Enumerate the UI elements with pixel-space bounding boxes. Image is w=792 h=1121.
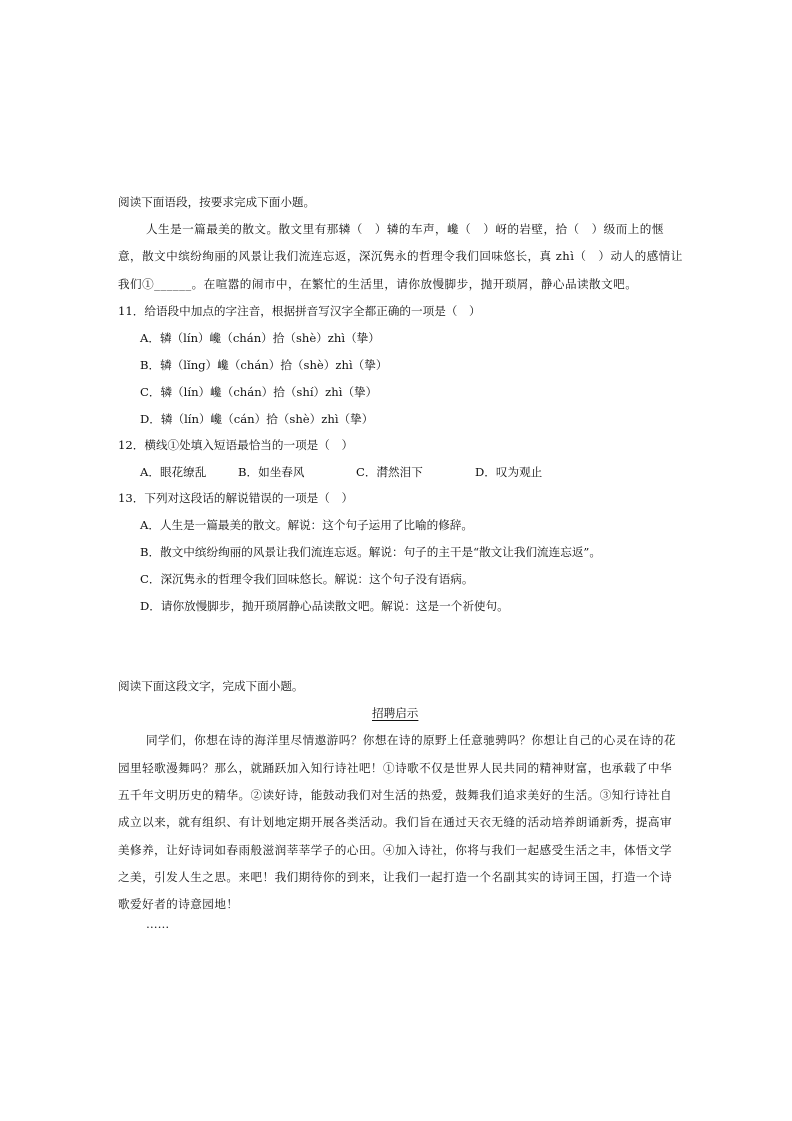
passage-line: 人生是一篇最美的散文。散文里有那辚（ ）辚的车声，巉（ ）岈的岩壁，拾（ ）级而上的惬 [146,222,664,236]
passage-line: 我们①______。在喧嚣的闹市中，在繁忙的生活里，请你放慢脚步，抛开琐屑，静心品读散文吧。 [118,277,638,291]
notice-title: 招聘启示 [372,706,419,720]
question-13-option-c: C．深沉隽永的哲理令我们回味悠长。解说：这个句子没有语病。 [140,572,474,586]
question-11-option-b: B．辚（lǐng）巉（chán）拾（shè）zhì（挚） [140,358,388,372]
question-12-option-b: B．如坐春风 [238,465,305,479]
passage-line: 美修养，让好诗词如春雨般滋润莘莘学子的心田。④加入诗社，你将与我们一起感受生活之丰，体悟文学 [118,843,673,857]
section-1-intro: 阅读下面语段，按要求完成下面小题。 [118,195,316,209]
question-13-option-a: A．人生是一篇最美的散文。解说：这个句子运用了比喻的修辞。 [140,518,473,532]
passage-line: 之美，引发人生之思。来吧！我们期待你的到来，让我们一起打造一个名副其实的诗词王国，打造一个诗 [118,870,673,884]
question-11-stem: 11．给语段中加点的字注音，根据拼音写汉字全都正确的一项是（ ） [118,304,481,318]
question-12-option-a: A．眼花缭乱 [140,465,207,479]
question-11-option-a: A．辚（lín）巉（chán）拾（shè）zhì（挚） [140,331,380,345]
question-11-option-d: D．辚（lín）巉（cán）拾（shè）zhì（挚） [140,412,374,426]
question-12-option-c: C．潸然泪下 [356,465,423,479]
passage-line: 意，散文中缤纷绚丽的风景让我们流连忘返，深沉隽永的哲理令我们回味悠长，真 zhì（ ）动人的感情让 [118,249,683,263]
question-12-option-d: D．叹为观止 [475,465,543,479]
question-12-stem: 12．横线①处填入短语最恰当的一项是（ ） [118,438,354,452]
passage-line: 同学们，你想在诗的海洋里尽情遨游吗？你想在诗的原野上任意驰骋吗？你想让自己的心灵在诗的花 [146,733,676,747]
passage-line: 成立以来，就有组织、有计划地定期开展各类活动。我们旨在通过天衣无缝的活动培养朗诵新秀，提高审 [118,815,673,829]
passage-line: 歌爱好者的诗意园地！ [118,897,239,911]
section-2-intro: 阅读下面这段文字，完成下面小题。 [118,679,304,693]
question-11-option-c: C．辚（lín）巉（chán）拾（shí）zhì（挚） [140,385,378,399]
question-13-option-b: B．散文中缤纷绚丽的风景让我们流连忘返。解说：句子的主干是“散文让我们流连忘返”。 [140,545,601,559]
ellipsis: …… [146,917,170,931]
passage-line: 五千年文明历史的精华。②读好诗，能鼓动我们对生活的热爱，鼓舞我们追求美好的生活。③知行诗社自 [118,788,673,802]
question-13-stem: 13．下列对这段话的解说错误的一项是（ ） [118,491,354,505]
passage-line: 园里轻歌漫舞吗？那么，就踊跃加入知行诗社吧！①诗歌不仅是世界人民共同的精神财富，也承载了中华 [118,761,673,775]
question-13-option-d: D．请你放慢脚步，抛开琐屑静心品读散文吧。解说：这是一个祈使句。 [140,599,509,613]
